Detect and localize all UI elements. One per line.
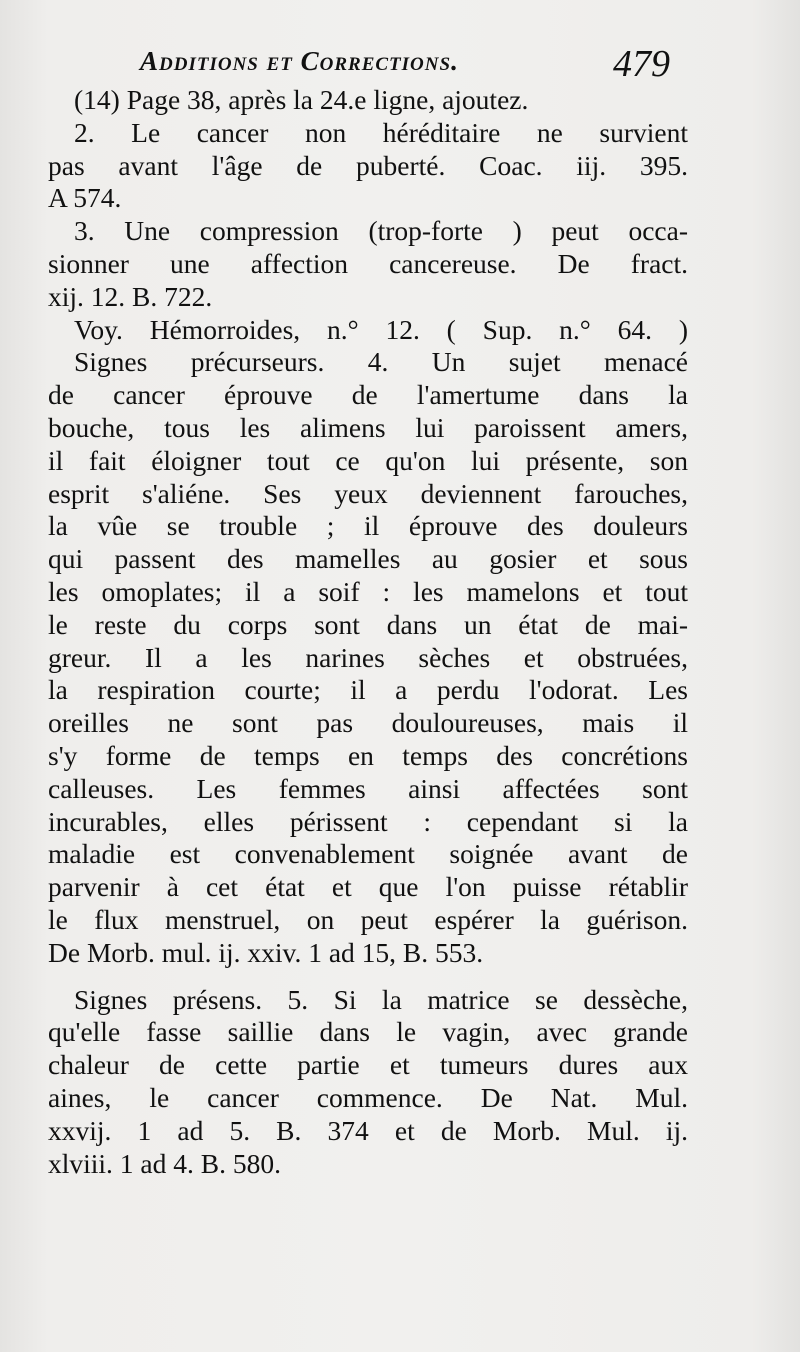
text-line: 2. Le cancer non héréditaire ne survient [74, 116, 688, 148]
text-line: (14) Page 38, après la 24.e ligne, ajoutez. [74, 84, 529, 115]
text-line: le flux menstruel, on peut espérer la guérison. [48, 903, 688, 935]
text-line: les omoplates; il a soif : les mamelons et tout [48, 575, 688, 607]
text-line: qui passent des mamelles au gosier et sous [48, 543, 688, 575]
text-line: greur. Il a les narines sèches et obstruées, [48, 641, 688, 673]
running-head: Additions et Corrections. [140, 46, 459, 76]
text-line: xxvij. 1 ad 5. B. 374 et de Morb. Mul. ij. [48, 1114, 688, 1146]
page-number: 479 [613, 43, 670, 85]
text-line: Signes précurseurs. 4. Un sujet menacé [74, 346, 688, 378]
text-line: esprit s'aliéne. Ses yeux deviennent farouches, [48, 477, 688, 509]
paragraph-gap [48, 970, 688, 984]
text-line: calleuses. Les femmes ainsi affectées sont [48, 772, 688, 804]
text-line: bouche, tous les alimens lui paroissent amers, [48, 411, 688, 443]
text-line: xlviii. 1 ad 4. B. 580. [48, 1147, 281, 1179]
text-line: A 574. [48, 182, 122, 214]
text-line: Voy. Hémorroides, n.° 12. ( Sup. n.° 64. ) [74, 313, 688, 345]
text-line: il fait éloigner tout ce qu'on lui présente, son [48, 444, 688, 476]
text-line: maladie est convenablement soignée avant de [48, 838, 688, 870]
text-line: qu'elle fasse saillie dans le vagin, avec grande [48, 1016, 688, 1048]
text-line: oreilles ne sont pas douloureuses, mais il [48, 707, 688, 739]
text-line: aines, le cancer commence. De Nat. Mul. [48, 1081, 688, 1113]
text-line: chaleur de cette partie et tumeurs dures aux [48, 1049, 688, 1081]
text-line: 3. Une compression (trop-forte ) peut occa- [74, 215, 688, 247]
body-text [48, 84, 688, 1180]
text-line: s'y forme de temps en temps des concrétions [48, 739, 688, 771]
text-line: sionner une affection cancereuse. De fract. [48, 247, 688, 279]
text-line: le reste du corps sont dans un état de mai- [48, 608, 688, 640]
text-line: Signes présens. 5. Si la matrice se dessèche, [74, 983, 688, 1015]
text-line: pas avant l'âge de puberté. Coac. iij. 395. [48, 149, 688, 181]
text-line: de cancer éprouve de l'amertume dans la [48, 379, 688, 411]
text-line: De Morb. mul. ij. xxiv. 1 ad 15, B. 553. [48, 936, 484, 968]
text-line: la respiration courte; il a perdu l'odorat. Les [48, 674, 688, 706]
text-line: xij. 12. B. 722. [48, 280, 213, 312]
text-line: parvenir à cet état et que l'on puisse rétablir [48, 871, 688, 903]
text-line: la vûe se trouble ; il éprouve des douleurs [48, 510, 688, 542]
text-line: incurables, elles périssent : cependant si la [48, 805, 688, 837]
